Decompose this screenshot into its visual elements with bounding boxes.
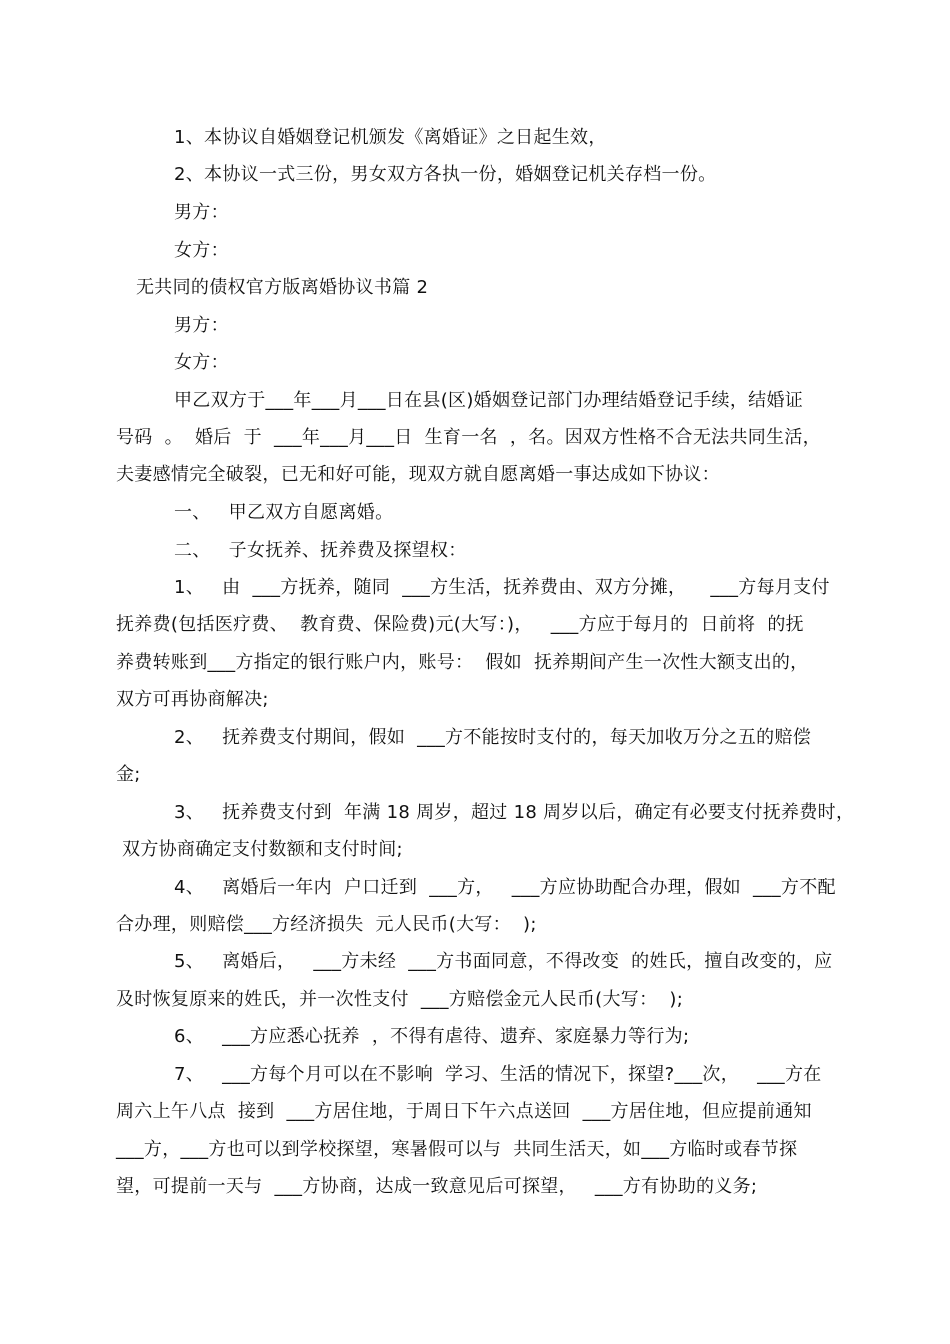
item-1-line: 抚养费(包括医疗费、 教育费、保险费)元(大写：)， ___方应于每月的 日前将 的抚 <box>116 614 804 635</box>
party-female: 女方： <box>174 352 229 373</box>
preamble-line: 夫妻感情完全破裂，已无和好可能，现双方就自愿离婚一事达成如下协议： <box>116 464 720 485</box>
item-7-line: 望，可提前一天与 ___方协商，达成一致意见后可探望， ___方有协助的义务; <box>116 1176 758 1197</box>
article-one: 一、 甲乙双方自愿离婚。 <box>174 502 394 523</box>
item-5-line: 5、 离婚后， ___方未经 ___方书面同意，不得改变 的姓氏，擅自改变的，应 <box>174 951 833 972</box>
signature-male: 男方： <box>174 202 229 223</box>
item-6-line: 6、 ___方应悉心抚养 ，不得有虐待、遗弃、家庭暴力等行为; <box>174 1026 690 1047</box>
item-1-line: 养费转账到___方指定的银行账户内，账号： 假如 抚养期间产生一次性大额支出的， <box>116 652 809 673</box>
signature-female: 女方： <box>174 240 229 261</box>
item-7-line: 周六上午八点 接到 ___方居住地，于周日下午六点送回 ___方居住地，但应提前通知 <box>116 1101 812 1122</box>
item-4-line: 4、 离婚后一年内 户口迁到 ___方， ___方应协助配合办理，假如 ___方不配 <box>174 877 836 898</box>
section-heading: 无共同的债权官方版离婚协议书篇 2 <box>136 277 429 298</box>
item-7-line: 7、 ___方每个月可以在不影响 学习、生活的情况下，探望?___次， ___方在 <box>174 1064 822 1085</box>
clause-effective-date: 1、本协议自婚姻登记机颁发《离婚证》之日起生效， <box>174 127 607 148</box>
preamble-line: 甲乙双方于___年___月___日在县(区)婚姻登记部门办理结婚登记手续，结婚证 <box>174 390 804 411</box>
item-1-line: 双方可再协商解决; <box>116 689 269 710</box>
item-4-line: 合办理，则赔偿___方经济损失 元人民币(大写： ); <box>116 914 537 935</box>
party-male: 男方： <box>174 315 229 336</box>
item-3-line: 双方协商确定支付数额和支付时间; <box>116 839 403 860</box>
article-two: 二、 子女抚养、抚养费及探望权： <box>174 540 467 561</box>
item-1-line: 1、 由 ___方抚养，随同 ___方生活，抚养费由、双方分摊， ___方每月支付 <box>174 577 830 598</box>
preamble-line: 号码 。 婚后 于 ___年___月___日 生育一名 ，名。因双方性格不合无法共同生活， <box>116 427 821 448</box>
item-7-line: ___方，___方也可以到学校探望，寒暑假可以与 共同生活天，如___方临时或春节探 <box>116 1139 798 1160</box>
item-2-line: 2、 抚养费支付期间，假如 ___方不能按时支付的，每天加收万分之五的赔偿 <box>174 727 812 748</box>
clause-copies: 2、本协议一式三份，男女双方各执一份，婚姻登记机关存档一份。 <box>174 164 717 185</box>
item-2-line: 金; <box>116 764 141 785</box>
item-3-line: 3、 抚养费支付到 年满 18 周岁，超过 18 周岁以后，确定有必要支付抚养费时， <box>174 802 855 823</box>
item-5-line: 及时恢复原来的姓氏，并一次性支付 ___方赔偿金元人民币(大写： ); <box>116 989 684 1010</box>
